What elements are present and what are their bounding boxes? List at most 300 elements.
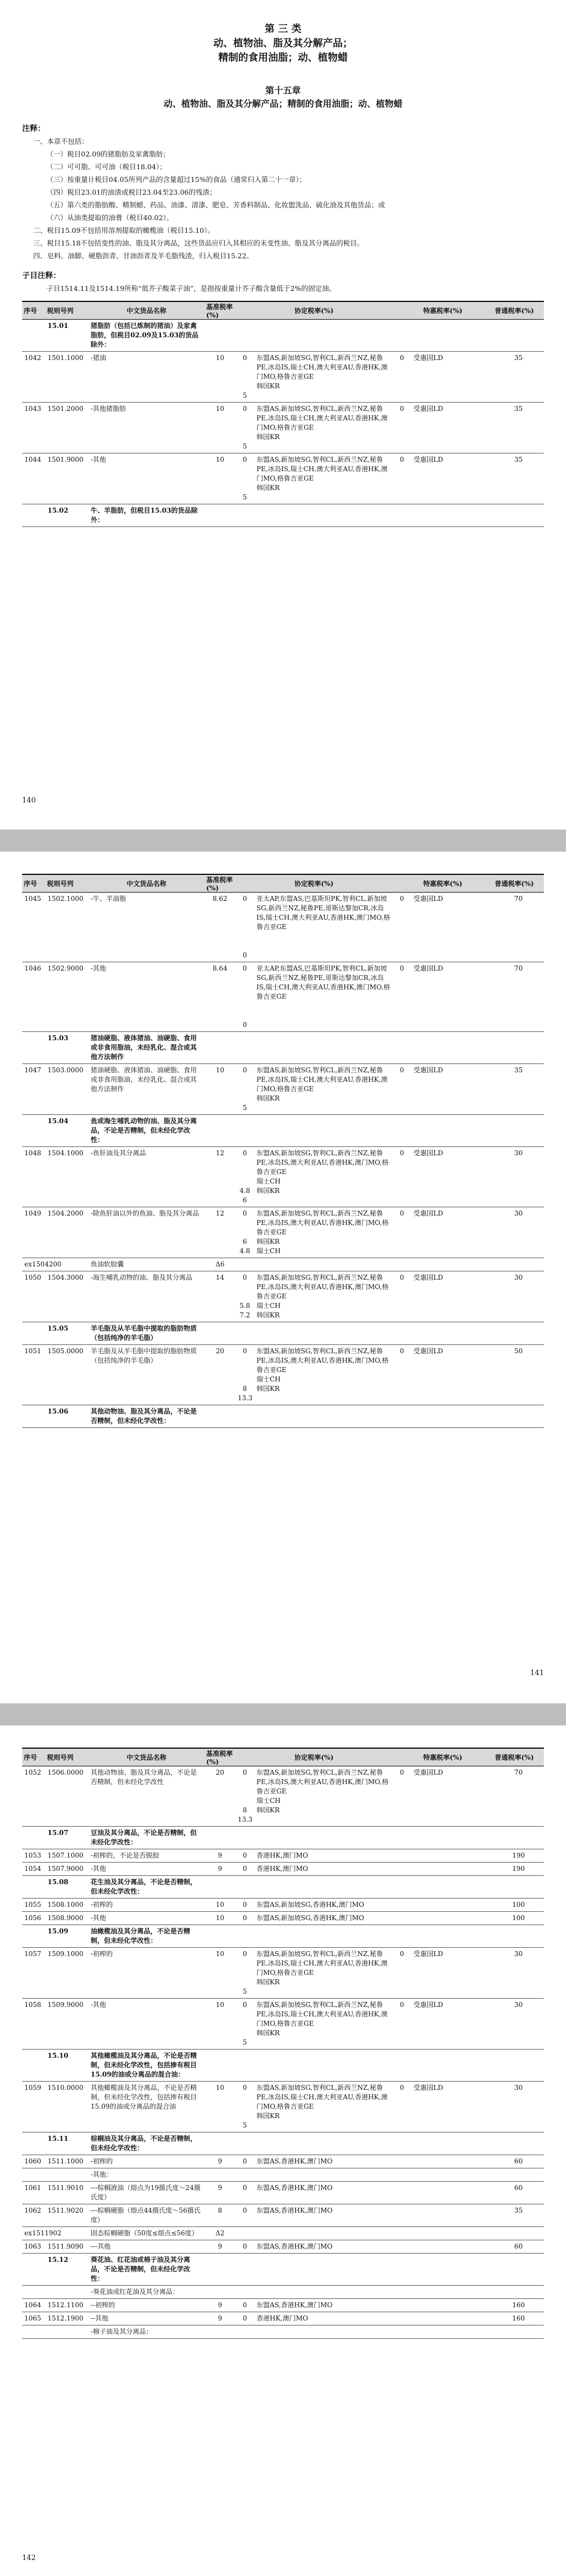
table-row: [22, 453, 544, 504]
cell-seq: 1045: [22, 893, 45, 962]
table-row: [22, 1115, 544, 1147]
tariff-table: [22, 874, 544, 1428]
note-item: （三）按重量计税目04.05所列产品的含量超过15%的食品（通常归入第二十一章）；: [46, 175, 306, 184]
cell-rate-countries: 东盟AS,香港HK,澳门MO: [254, 2240, 392, 2254]
header-rate: 协定税率(%): [235, 1748, 392, 1766]
cell-base: 10: [205, 1948, 235, 1999]
cell-sp-c: [411, 2204, 493, 2227]
table-row: [22, 1271, 544, 1322]
cell-rate-countries: [254, 2168, 392, 2182]
page-number: 140: [22, 796, 36, 805]
cell-desc: 羊毛脂及从羊毛脂中提取的脂肪物质（包括纯净的羊毛脂）: [88, 1345, 205, 1405]
cell-general: 60: [493, 2155, 544, 2168]
cell-seq: [22, 320, 45, 352]
cell-sp-c: 受惠国LD: [411, 1064, 493, 1115]
cell-sp-val: 0: [392, 1147, 411, 1207]
cell-rate-vals: [235, 320, 254, 352]
cell-general: 50: [493, 1345, 544, 1405]
header-code: 税则号列: [45, 301, 88, 320]
cell-rate-vals: 0: [235, 1912, 254, 1925]
cell-code: 15.10: [45, 2050, 88, 2082]
cell-sp-val: 0: [392, 1999, 411, 2050]
table-row: [22, 2204, 544, 2227]
cell-sp-c: [411, 2168, 493, 2182]
chapter-number: 第十五章: [265, 85, 301, 96]
cell-seq: [22, 2254, 45, 2286]
cell-rate-vals: 0 0: [235, 893, 254, 962]
cell-desc: -其他：: [88, 2168, 205, 2182]
cell-general: [493, 2254, 544, 2286]
cell-general: [493, 1322, 544, 1345]
table-row: [22, 2168, 544, 2182]
cell-code: 1506.0000: [45, 1766, 88, 1827]
cell-base: Δ6: [205, 1258, 235, 1271]
cell-base: 10: [205, 403, 235, 453]
class-title-line-1: 动、植物油、脂及其分解产品；: [213, 38, 353, 49]
cell-desc: -初榨的: [88, 1948, 205, 1999]
cell-seq: 1056: [22, 1912, 45, 1925]
cell-sp-val: 0: [392, 403, 411, 453]
cell-desc: ---其他: [88, 2240, 205, 2254]
cell-rate-countries: [254, 2227, 392, 2240]
cell-rate-vals: 0 0: [235, 962, 254, 1032]
cell-seq: 1063: [22, 2240, 45, 2254]
cell-rate-vals: 0 6 4.8: [235, 1207, 254, 1258]
cell-desc: --初榨的: [88, 2299, 205, 2312]
cell-sp-val: [392, 1912, 411, 1925]
cell-sp-val: [392, 2050, 411, 2082]
cell-seq: 1057: [22, 1948, 45, 1999]
page-content: [22, 874, 544, 1428]
cell-seq: 1043: [22, 403, 45, 453]
header-special: 特惠税率(%): [392, 301, 493, 320]
cell-base: Δ2: [205, 2227, 235, 2240]
cell-code: 1512.1900: [45, 2312, 88, 2325]
cell-general: [493, 1405, 544, 1428]
page-content: [22, 22, 544, 527]
cell-desc: 猪油硬脂、液体猪油、油硬脂、食用或非食用脂油，未经乳化、混合或其他方法制作: [88, 1032, 205, 1064]
cell-desc: 其他动物油、脂及其分离品，不论是否精制，但未经化学改性: [88, 1766, 205, 1827]
cell-sp-val: [392, 1258, 411, 1271]
header-special: 特惠税率(%): [392, 874, 493, 893]
cell-desc: 猪油硬脂、液体猪油、油硬脂、食用或非食用脂油，未经乳化、混合或其他方法制作: [88, 1064, 205, 1115]
cell-base: [205, 2168, 235, 2182]
cell-rate-vals: 0: [235, 2299, 254, 2312]
cell-sp-val: [392, 2155, 411, 2168]
cell-sp-val: [392, 2240, 411, 2254]
cell-rate-countries: [254, 504, 392, 527]
cell-base: [205, 2286, 235, 2299]
cell-rate-countries: [254, 1032, 392, 1064]
cell-seq: 1051: [22, 1345, 45, 1405]
cell-code: 1505.0000: [45, 1345, 88, 1405]
table-row: [22, 1258, 544, 1271]
cell-sp-c: 受惠国LD: [411, 893, 493, 962]
table-row: [22, 2132, 544, 2155]
header-desc: 中文货品名称: [88, 301, 205, 320]
cell-sp-c: 受惠国LD: [411, 1207, 493, 1258]
cell-desc: 猪脂肪（包括已炼制的猪油）及家禽脂肪，但税目02.09及15.03的货品除外：: [88, 320, 205, 352]
cell-base: 9: [205, 2299, 235, 2312]
cell-rate-countries: 亚太AP,东盟AS,巴基斯坦PK,智利CL,新加坡SG,新西兰NZ,秘鲁PE,哥斯达黎加CR,冰岛IS,瑞士CH,澳大利亚AU,香港HK,澳门MO,格鲁吉亚GE: [254, 962, 392, 1032]
cell-base: [205, 1827, 235, 1849]
cell-rate-countries: [254, 2325, 392, 2339]
cell-sp-val: [392, 1899, 411, 1912]
cell-seq: [22, 2132, 45, 2155]
cell-seq: [22, 1405, 45, 1428]
cell-code: 1511.9090: [45, 2240, 88, 2254]
cell-sp-c: [411, 1863, 493, 1876]
cell-general: 70: [493, 962, 544, 1032]
cell-rate-vals: 0 5: [235, 1999, 254, 2050]
cell-sp-c: [411, 320, 493, 352]
cell-rate-vals: 0 5: [235, 1948, 254, 1999]
cell-general: 35: [493, 453, 544, 504]
cell-general: [493, 2168, 544, 2182]
table-row: [22, 893, 544, 962]
cell-rate-countries: 东盟AS,新加坡SG,智利CL,新西兰NZ,秘鲁PE,冰岛IS,澳大利亚AU,香港HK,澳门MO,格鲁吉亚GE 瑞士CH 韩国KR: [254, 1766, 392, 1827]
table-row: [22, 1948, 544, 1999]
cell-general: 190: [493, 1863, 544, 1876]
cell-sp-val: 0: [392, 1064, 411, 1115]
cell-desc: -其他猪脂肪: [88, 403, 205, 453]
cell-code: 1509.9000: [45, 1999, 88, 2050]
cell-seq: 1064: [22, 2299, 45, 2312]
cell-seq: 1059: [22, 2082, 45, 2132]
cell-base: [205, 1876, 235, 1899]
cell-sp-val: [392, 2168, 411, 2182]
cell-general: 35: [493, 2204, 544, 2227]
cell-rate-vals: [235, 1032, 254, 1064]
cell-sp-c: [411, 2182, 493, 2204]
cell-sp-val: 0: [392, 1207, 411, 1258]
cell-desc: 其他橄榄油及其分离品，不论是否精制，但未经化学改性，包括掺有税目15.09的油或分离品的混合油: [88, 2082, 205, 2132]
table-row: [22, 2227, 544, 2240]
cell-sp-c: [411, 2325, 493, 2339]
cell-rate-vals: 0 8 13.3: [235, 1766, 254, 1827]
cell-seq: [22, 1827, 45, 1849]
table-header-row: [22, 1748, 544, 1766]
cell-sp-c: [411, 1912, 493, 1925]
cell-general: 60: [493, 2240, 544, 2254]
cell-seq: 1062: [22, 2204, 45, 2227]
cell-base: 10: [205, 352, 235, 403]
cell-base: [205, 1405, 235, 1428]
cell-seq: ex1511902: [22, 2227, 45, 2240]
chapter-title: [22, 84, 544, 111]
cell-base: [205, 1032, 235, 1064]
table-row: [22, 1899, 544, 1912]
note-item: 三、税目15.18不包括变性的油、脂及其分离品，这些货品应归入其相应的未变性油、脂及其分离品的税目。: [33, 239, 364, 247]
cell-seq: 1052: [22, 1766, 45, 1827]
cell-rate-vals: 0: [235, 2204, 254, 2227]
cell-sp-val: 0: [392, 453, 411, 504]
tariff-table: [22, 301, 544, 527]
cell-rate-countries: [254, 1827, 392, 1849]
table-row: [22, 320, 544, 352]
cell-sp-val: [392, 1863, 411, 1876]
class-title-line-2: 精制的食用油脂；动、植物蜡: [218, 52, 348, 64]
table-row: [22, 1925, 544, 1948]
table-row: [22, 1827, 544, 1849]
cell-rate-vals: [235, 2227, 254, 2240]
table-row: [22, 1032, 544, 1064]
cell-desc: -棉子油及其分离品：: [88, 2325, 205, 2339]
cell-sp-val: [392, 2227, 411, 2240]
cell-general: [493, 320, 544, 352]
cell-rate-countries: 东盟AS,香港HK,澳门MO: [254, 2155, 392, 2168]
cell-general: 70: [493, 893, 544, 962]
header-base: 基准税率(%): [205, 1748, 235, 1766]
cell-general: 70: [493, 1766, 544, 1827]
cell-code: 1508.9000: [45, 1912, 88, 1925]
cell-desc: -除鱼肝油以外的鱼油、脂及其分离品: [88, 1207, 205, 1258]
cell-desc: -其他: [88, 1999, 205, 2050]
cell-code: 1504.3000: [45, 1271, 88, 1322]
cell-sp-c: [411, 2240, 493, 2254]
cell-rate-vals: 0: [235, 1849, 254, 1863]
cell-code: 15.07: [45, 1827, 88, 1849]
cell-general: [493, 2050, 544, 2082]
chapter-name: 动、植物油、脂及其分解产品；精制的食用油脂；动、植物蜡: [163, 98, 402, 109]
cell-sp-val: [392, 2254, 411, 2286]
cell-seq: [22, 1322, 45, 1345]
cell-desc: 其他动物油、脂及其分离品，不论是否精制，但未经化学改性：: [88, 1405, 205, 1428]
cell-code: 1511.9010: [45, 2182, 88, 2204]
cell-sp-c: 受惠国LD: [411, 1345, 493, 1405]
header-base: 基准税率(%): [205, 874, 235, 893]
cell-desc: -其他: [88, 962, 205, 1032]
cell-seq: [22, 504, 45, 527]
cell-base: 8.64: [205, 962, 235, 1032]
cell-general: 35: [493, 352, 544, 403]
cell-desc: 固态棕榈硬脂（50度≤熔点≤56度）: [88, 2227, 205, 2240]
cell-desc: 豆油及其分离品，不论是否精制，但未经化学改性：: [88, 1827, 205, 1849]
cell-desc: -其他: [88, 1912, 205, 1925]
cell-base: 10: [205, 1912, 235, 1925]
table-row: [22, 1863, 544, 1876]
page-number: 141: [530, 1669, 544, 1677]
cell-sp-val: 0: [392, 352, 411, 403]
cell-desc: -初榨的，不论是否脱胶: [88, 1849, 205, 1863]
cell-sp-c: [411, 504, 493, 527]
cell-base: 14: [205, 1271, 235, 1322]
cell-rate-countries: 东盟AS,香港HK,澳门MO: [254, 2299, 392, 2312]
cell-code: [45, 2325, 88, 2339]
cell-sp-val: 0: [392, 962, 411, 1032]
cell-base: 20: [205, 1766, 235, 1827]
cell-general: 30: [493, 1147, 544, 1207]
table-row: [22, 2240, 544, 2254]
cell-code: 15.12: [45, 2254, 88, 2286]
cell-rate-countries: [254, 1925, 392, 1948]
cell-desc: -鱼肝油及其分离品: [88, 1147, 205, 1207]
cell-rate-vals: 0 5: [235, 1064, 254, 1115]
cell-general: [493, 1925, 544, 1948]
cell-code: 15.05: [45, 1322, 88, 1345]
cell-rate-countries: 亚太AP,东盟AS,巴基斯坦PK,智利CL,新加坡SG,新西兰NZ,秘鲁PE,哥斯达黎加CR,冰岛IS,瑞士CH,澳大利亚AU,香港HK,澳门MO,格鲁吉亚GE: [254, 893, 392, 962]
cell-sp-c: [411, 2050, 493, 2082]
cell-code: 1501.2000: [45, 403, 88, 453]
header-rate: 协定税率(%): [235, 301, 392, 320]
cell-rate-countries: 东盟AS,新加坡SG,智利CL,新西兰NZ,秘鲁PE,冰岛IS,瑞士CH,澳大利亚AU,香港HK,澳门MO,格鲁吉亚GE 韩国KR: [254, 1999, 392, 2050]
subheading-note: 子目1514.11及1514.19所称“低芥子酸菜子油”，是指按重量计芥子酸含量低于2%的固定油。: [46, 284, 336, 293]
cell-desc: --其他: [88, 2312, 205, 2325]
cell-desc: ---棕榈硬脂（熔点44摄氏度～56摄氏度）: [88, 2204, 205, 2227]
page-number: 142: [22, 2554, 36, 2562]
cell-sp-val: [392, 1115, 411, 1147]
cell-rate-countries: 东盟AS,新加坡SG,智利CL,新西兰NZ,秘鲁PE,冰岛IS,澳大利亚AU,香港HK,澳门MO,格鲁吉亚GE 瑞士CH 韩国KR: [254, 1271, 392, 1322]
cell-rate-countries: [254, 2254, 392, 2286]
cell-base: 9: [205, 2155, 235, 2168]
cell-rate-vals: 0: [235, 2240, 254, 2254]
cell-base: 9: [205, 1849, 235, 1863]
note-item: （一）税目02.09的猪脂肪及家禽脂肪；: [46, 150, 170, 158]
cell-general: 30: [493, 1271, 544, 1322]
cell-sp-c: [411, 2155, 493, 2168]
cell-base: 10: [205, 1899, 235, 1912]
cell-desc: -猪油: [88, 352, 205, 403]
cell-code: 15.11: [45, 2132, 88, 2155]
cell-base: [205, 2325, 235, 2339]
cell-sp-c: 受惠国LD: [411, 962, 493, 1032]
header-code: 税则号列: [45, 1748, 88, 1766]
cell-sp-c: 受惠国LD: [411, 453, 493, 504]
cell-sp-val: 0: [392, 893, 411, 962]
cell-sp-val: 0: [392, 1271, 411, 1322]
cell-rate-vals: [235, 1925, 254, 1948]
cell-sp-c: 受惠国LD: [411, 1271, 493, 1322]
table-row: [22, 403, 544, 453]
cell-rate-countries: [254, 320, 392, 352]
cell-seq: 1047: [22, 1064, 45, 1115]
cell-seq: [22, 1115, 45, 1147]
cell-base: 8.62: [205, 893, 235, 962]
note-item: （四）税目23.01的油渣或税目23.04至23.06的残渣；: [46, 188, 217, 196]
cell-rate-countries: [254, 1115, 392, 1147]
note-item: 一、本章不包括：: [33, 137, 89, 145]
cell-desc: 鱼油软胶囊: [88, 1258, 205, 1271]
cell-rate-vals: 0: [235, 1899, 254, 1912]
cell-base: [205, 2050, 235, 2082]
cell-rate-vals: [235, 504, 254, 527]
header-code: 税则号列: [45, 874, 88, 893]
cell-sp-c: 受惠国LD: [411, 1948, 493, 1999]
cell-general: 160: [493, 2299, 544, 2312]
cell-general: [493, 2286, 544, 2299]
cell-general: 160: [493, 2312, 544, 2325]
cell-rate-vals: [235, 2254, 254, 2286]
cell-sp-val: [392, 1032, 411, 1064]
cell-rate-countries: [254, 1258, 392, 1271]
cell-code: 1511.1000: [45, 2155, 88, 2168]
cell-rate-vals: [235, 2286, 254, 2299]
cell-general: 60: [493, 2182, 544, 2204]
cell-code: 15.03: [45, 1032, 88, 1064]
tariff-table: [22, 1748, 544, 2339]
cell-rate-countries: 东盟AS,新加坡SG,智利CL,新西兰NZ,秘鲁PE,冰岛IS,瑞士CH,澳大利亚AU,香港HK,澳门MO,格鲁吉亚GE 韩国KR: [254, 1064, 392, 1115]
cell-code: 1507.1000: [45, 1849, 88, 1863]
cell-rate-countries: 东盟AS,新加坡SG,智利CL,新西兰NZ,秘鲁PE,冰岛IS,瑞士CH,澳大利亚AU,香港HK,澳门MO,格鲁吉亚GE 韩国KR: [254, 1948, 392, 1999]
cell-sp-c: [411, 1925, 493, 1948]
header-general: 普通税率(%): [493, 874, 544, 893]
cell-sp-val: [392, 1405, 411, 1428]
table-row: [22, 2082, 544, 2132]
cell-seq: [22, 1876, 45, 1899]
cell-desc: -葵花油或红花油及其分离品：: [88, 2286, 205, 2299]
cell-sp-val: [392, 2286, 411, 2299]
cell-sp-c: [411, 2299, 493, 2312]
cell-rate-countries: 东盟AS,新加坡SG,智利CL,新西兰NZ,秘鲁PE,冰岛IS,澳大利亚AU,香港HK,澳门MO,格鲁吉亚GE 瑞士CH 韩国KR: [254, 1345, 392, 1405]
cell-sp-c: [411, 2132, 493, 2155]
cell-desc: -初榨的: [88, 1899, 205, 1912]
cell-sp-c: [411, 1258, 493, 1271]
cell-seq: 1044: [22, 453, 45, 504]
cell-base: 20: [205, 1345, 235, 1405]
cell-base: 10: [205, 453, 235, 504]
header-seq: 序号: [22, 874, 45, 893]
table-header-row: [22, 874, 544, 893]
header-general: 普通税率(%): [493, 301, 544, 320]
table-row: [22, 2254, 544, 2286]
cell-rate-vals: 0: [235, 2312, 254, 2325]
table-row: [22, 504, 544, 527]
cell-seq: 1048: [22, 1147, 45, 1207]
cell-desc: 其他橄榄油及其分离品，不论是否精制，但未经化学改性，包括掺有税目15.09的油或分离品的混合油：: [88, 2050, 205, 2082]
notes-list: [22, 136, 544, 261]
cell-rate-vals: [235, 2050, 254, 2082]
cell-code: 15.08: [45, 1876, 88, 1899]
header-desc: 中文货品名称: [88, 874, 205, 893]
table-row: [22, 1912, 544, 1925]
cell-code: 15.01: [45, 320, 88, 352]
cell-sp-c: [411, 1115, 493, 1147]
table-row: [22, 1147, 544, 1207]
note-item: 二、税目15.09不包括用溶剂提取的橄榄油（税目15.10）。: [33, 226, 214, 234]
cell-sp-val: 0: [392, 1948, 411, 1999]
cell-desc: 花生油及其分离品，不论是否精制，但未经化学改性：: [88, 1876, 205, 1899]
cell-sp-c: [411, 2227, 493, 2240]
table-row: [22, 2155, 544, 2168]
cell-seq: [22, 2050, 45, 2082]
cell-rate-vals: [235, 2325, 254, 2339]
cell-base: 9: [205, 2182, 235, 2204]
cell-desc: -初榨的: [88, 2155, 205, 2168]
cell-base: 9: [205, 1863, 235, 1876]
cell-general: 30: [493, 2082, 544, 2132]
cell-general: 30: [493, 1999, 544, 2050]
subheading-notes-heading: 子目注释：: [22, 272, 61, 280]
cell-code: 1501.9000: [45, 453, 88, 504]
cell-sp-val: [392, 1827, 411, 1849]
cell-sp-val: [392, 2204, 411, 2227]
cell-rate-countries: 东盟AS,新加坡SG,香港HK,澳门MO: [254, 1912, 392, 1925]
cell-desc: -牛、羊油脂: [88, 893, 205, 962]
table-row: [22, 2325, 544, 2339]
cell-seq: 1058: [22, 1999, 45, 2050]
cell-seq: [22, 2168, 45, 2182]
cell-sp-val: [392, 1849, 411, 1863]
cell-rate-vals: [235, 1322, 254, 1345]
cell-base: [205, 1115, 235, 1147]
cell-desc: -其他: [88, 453, 205, 504]
cell-general: 30: [493, 1948, 544, 1999]
cell-sp-c: 受惠国LD: [411, 403, 493, 453]
header-seq: 序号: [22, 1748, 45, 1766]
cell-code: 1502.9000: [45, 962, 88, 1032]
table-row: [22, 1064, 544, 1115]
cell-seq: [22, 1925, 45, 1948]
